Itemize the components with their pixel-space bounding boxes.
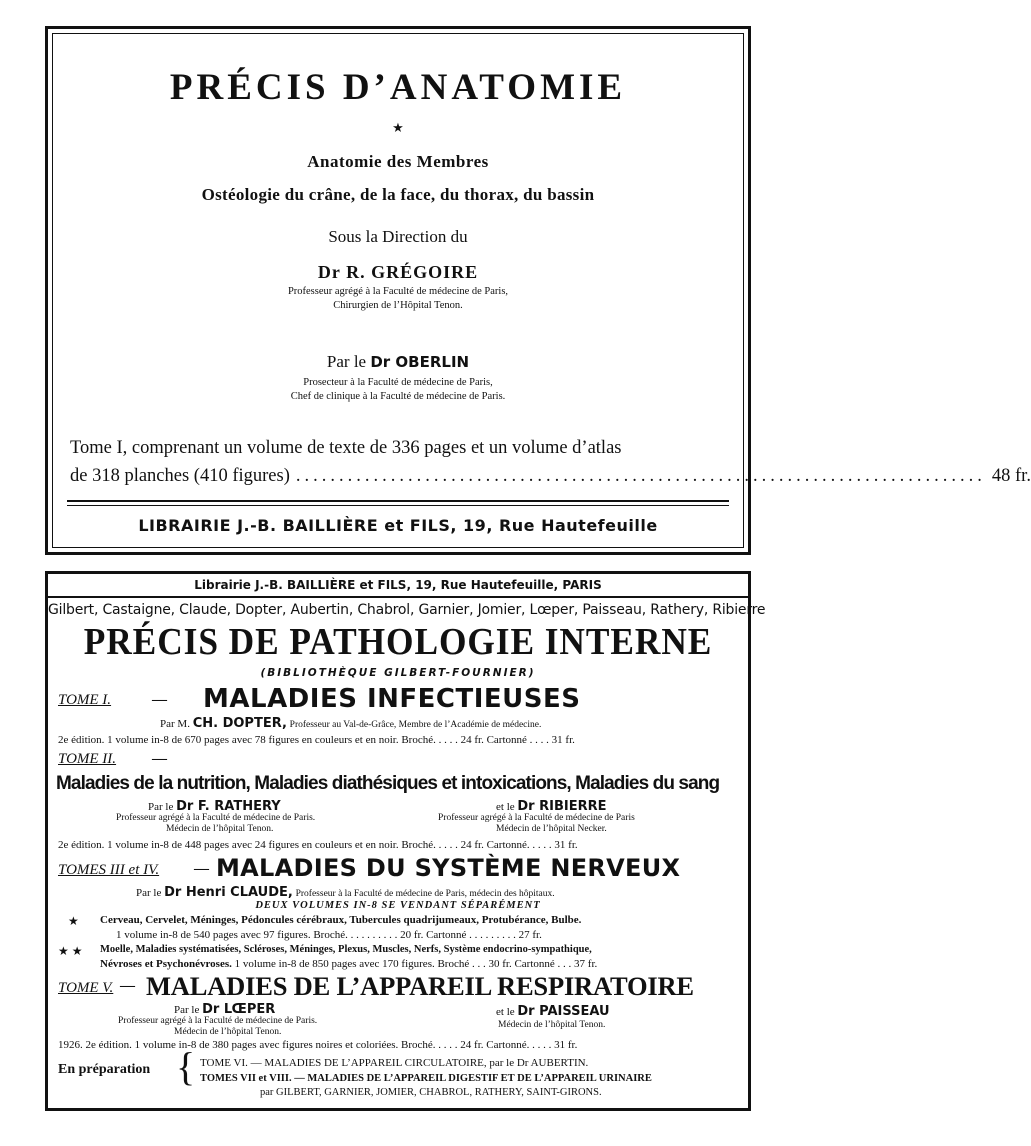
leader-dots: ................................................................................	[295, 466, 986, 486]
tome5-by1: Par le	[174, 1004, 200, 1016]
tome2-by1: Par le	[148, 801, 174, 813]
anatomy-advertisement	[45, 26, 1031, 555]
tome2-author1-aff-2: Médecin de l’hôpital Tenon.	[166, 824, 274, 834]
director-name: Dr R. GRÉGOIRE	[317, 262, 479, 282]
tome5-author2-aff: Médecin de l’hôpital Tenon.	[498, 1020, 606, 1030]
tome2-edition: 2e édition. 1 volume in-8 de 448 pages avec 24 figures en couleurs et en noir. Broché. . . . . 24 fr. Cartonné. . . . . 31 fr.	[58, 839, 578, 851]
tome5-author1-line	[174, 1002, 275, 1017]
in-preparation-label: En préparation	[58, 1062, 151, 1077]
director-affiliation: Professeur agrégé à la Faculté de médecine de Paris,	[287, 286, 509, 297]
vol2-title-2: Névroses et Psychonévroses.	[100, 958, 232, 970]
tome3-author: Dr Henri CLAUDE,	[164, 885, 293, 900]
vol2-detail: 1 volume in-8 de 850 pages avec 170 figures. Broché . . . 30 fr. Cartonné . . . 37 fr.	[234, 958, 598, 970]
tome5-author1-aff: Professeur agrégé à la Faculté de médecine de Paris.	[118, 1016, 318, 1026]
direction-text: Sous la Direction du	[328, 227, 468, 246]
brace-icon: {	[176, 1044, 196, 1089]
tome2-author2-line	[496, 799, 607, 814]
tome1-by: Par M.	[160, 718, 190, 730]
tome1-affiliation: Professeur au Val-de-Grâce, Membre de l’Académie de médecine.	[289, 720, 542, 730]
vol1-detail: 1 volume in-8 de 540 pages avec 97 figures. Broché. . . . . . . . . . 20 fr. Cartonné . . . . . . . . . 27 fr.	[116, 929, 542, 941]
prep-tome6: TOME VI. — MALADIES DE L’APPAREIL CIRCULATOIRE, par le Dr AUBERTIN.	[200, 1057, 589, 1069]
tome3-label: TOMES III et IV.	[58, 862, 160, 878]
tome1-edition: 2e édition. 1 volume in-8 de 670 pages avec 78 figures en couleurs et en noir. Broché. . . . . 24 fr. Cartonné . . . . 31 fr.	[58, 734, 575, 746]
tome1-author-line	[160, 716, 541, 731]
publisher-header: Librairie J.-B. BAILLIÈRE et FILS, 19, Rue Hautefeuille, PARIS	[48, 574, 748, 598]
tome2-title: Maladies de la nutrition, Maladies diathésiques et intoxications, Maladies du sang	[56, 773, 720, 794]
prep-tomes7-8: TOMES VII et VIII. — MALADIES DE L’APPAREIL DIGESTIF ET DE L’APPAREIL URINAIRE	[200, 1073, 652, 1084]
vol2-line	[100, 958, 597, 970]
tome3-author-line	[136, 885, 555, 900]
tome5-title: MALADIES DE L’APPAREIL RESPIRATOIRE	[146, 971, 694, 1001]
vol2-star-icon: ★ ★	[58, 944, 83, 958]
tome2-author2-aff: Professeur agrégé à la Faculté de médecine de Paris	[438, 813, 635, 823]
director-affiliation-2: Chirurgien de l’Hôpital Tenon.	[333, 300, 463, 311]
vol1-title: Cerveau, Cervelet, Méninges, Pédoncules cérébraux, Tubercules quadrijumeaux, Protubérance, Bulbe.	[100, 914, 582, 926]
pathology-title: PRÉCIS DE PATHOLOGIE INTERNE	[83, 621, 713, 663]
tome1-dash: —	[152, 692, 167, 708]
tome3-title: MALADIES DU SYSTÈME NERVEUX	[216, 854, 681, 882]
tome-description-2: de 318 planches (410 figures)	[70, 466, 290, 486]
tome2-author1: Dr F. RATHERY	[176, 799, 281, 814]
tome2-author2-aff-2: Médecin de l’hôpital Necker.	[496, 824, 607, 834]
tome2-author2: Dr RIBIERRE	[517, 799, 607, 814]
tome3-dash: —	[194, 861, 209, 877]
par-text: Par le	[326, 352, 367, 371]
tome1-title: MALADIES INFECTIEUSES	[203, 684, 581, 714]
publisher: LIBRAIRIE J.-B. BAILLIÈRE et FILS, 19, Rue Hautefeuille	[138, 516, 658, 535]
tome3-affiliation: Professeur à la Faculté de médecine de Paris, médecin des hôpitaux.	[295, 889, 555, 899]
tome5-author1-aff-2: Médecin de l’hôpital Tenon.	[174, 1027, 282, 1037]
tome5-edition: 1926. 2e édition. 1 volume in-8 de 380 pages avec figures noires et coloriées. Broché. . . . . 24 fr. Cartonné. . . . . 31 fr.	[58, 1039, 578, 1051]
tome1-label: TOME I.	[58, 692, 112, 708]
tome5-author2: Dr PAISSEAU	[517, 1004, 610, 1019]
anatomy-title: PRÉCIS D’ANATOMIE	[169, 67, 627, 108]
tome5-author2-line	[496, 1004, 610, 1019]
star-icon: ★	[392, 120, 404, 135]
anatomy-subtitle: Anatomie des Membres	[307, 152, 489, 171]
anatomy-subtitle-2: Ostéologie du crâne, de la face, du thorax, du bassin	[201, 185, 595, 204]
inner-border	[52, 33, 1031, 548]
collection-name: (BIBLIOTHÈQUE GILBERT-FOURNIER)	[260, 667, 536, 679]
price: 48 fr.	[991, 466, 1031, 486]
vol2-title: Moelle, Maladies systématisées, Scléroses, Méninges, Plexus, Muscles, Nerfs, Système endocrino-sympathique,	[100, 944, 592, 955]
author-name: Dr OBERLIN	[370, 353, 470, 371]
authors-list: Gilbert, Castaigne, Claude, Dopter, Aubertin, Chabrol, Garnier, Jomier, Lœper, Paisseau, Rathery, Ribierre	[48, 602, 766, 618]
tome2-by2: et le	[496, 801, 515, 813]
tome3-by: Par le	[136, 887, 162, 899]
author-line	[53, 352, 743, 372]
tome-price-line	[70, 466, 1031, 487]
tome5-author1: Dr LŒPER	[202, 1002, 276, 1017]
author-affiliation: Prosecteur à la Faculté de médecine de Paris,	[303, 377, 493, 388]
author-affiliation-2: Chef de clinique à la Faculté de médecine de Paris.	[290, 391, 506, 402]
tome3-note: DEUX VOLUMES IN-8 SE VENDANT SÉPARÉMENT	[255, 900, 541, 911]
tome5-dash: —	[120, 978, 135, 994]
tome2-author1-line	[148, 799, 281, 814]
prep-authors: par GILBERT, GARNIER, JOMIER, CHABROL, RATHERY, SAINT-GIRONS.	[260, 1087, 602, 1098]
tome-description: Tome I, comprenant un volume de texte de 336 pages et un volume d’atlas	[70, 438, 622, 458]
vol1-star-icon: ★	[68, 914, 79, 928]
tome2-label: TOME II.	[58, 751, 117, 767]
tome5-label: TOME V.	[58, 980, 114, 996]
tome2-author1-aff: Professeur agrégé à la Faculté de médecine de Paris.	[116, 813, 316, 823]
tome2-dash: —	[152, 751, 167, 767]
tome1-author: CH. DOPTER,	[192, 716, 287, 731]
tome5-by2: et le	[496, 1006, 515, 1018]
double-rule	[67, 500, 729, 506]
pathology-advertisement	[45, 571, 766, 1111]
